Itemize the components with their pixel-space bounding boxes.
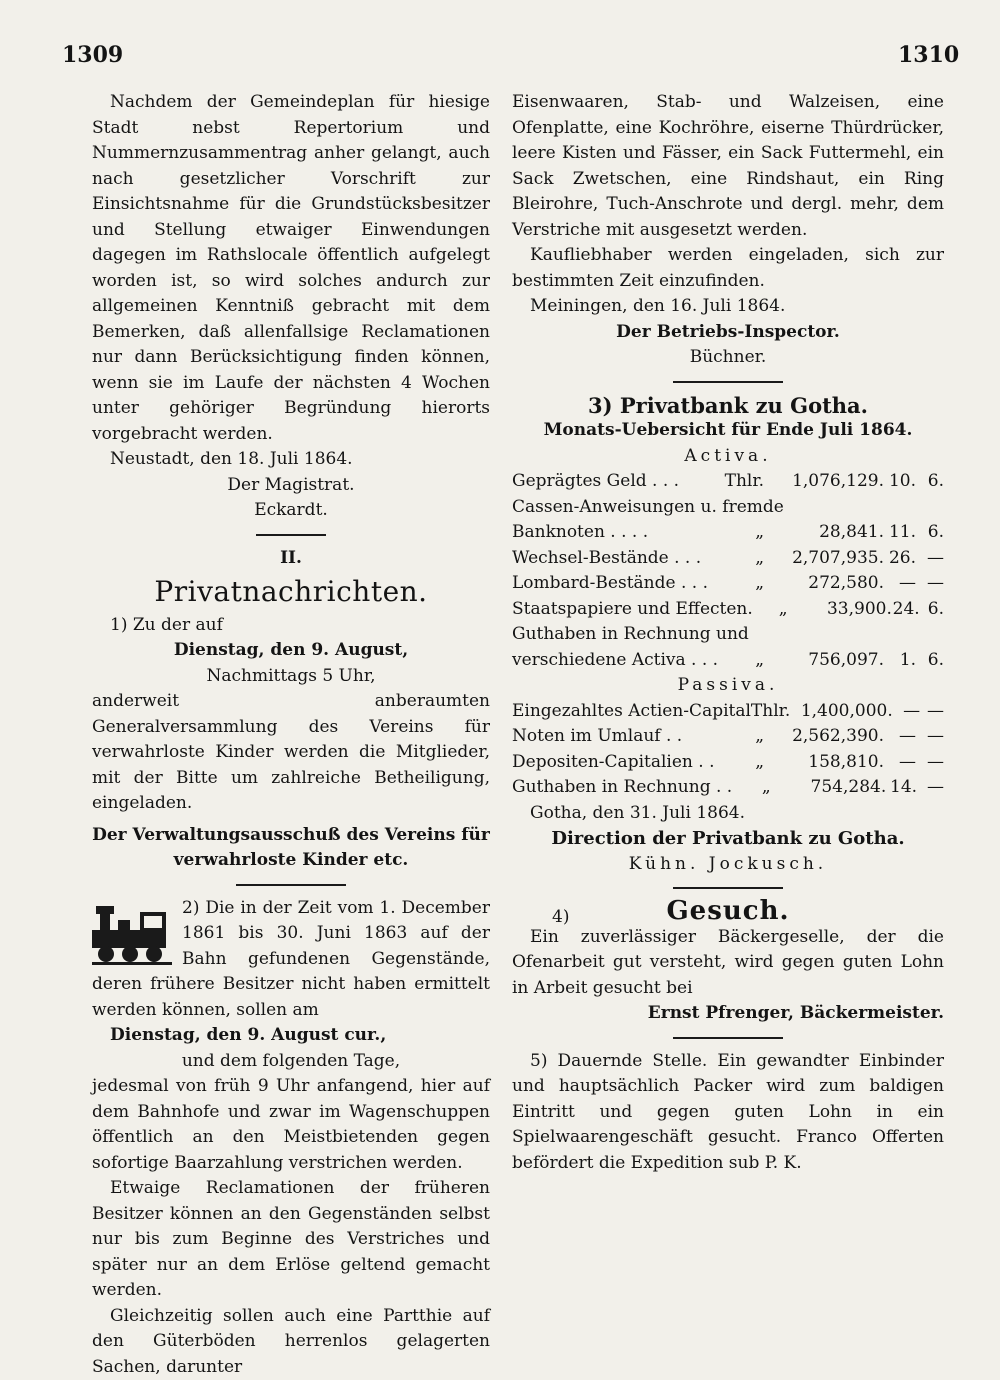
activa-s1	[900, 495, 923, 521]
passiva-s1: —	[884, 724, 916, 750]
activa-s2: —	[916, 546, 944, 572]
activa-cur	[749, 622, 785, 648]
activa-table	[512, 469, 944, 673]
passiva-cur: „	[732, 775, 771, 801]
item2-paragraph3: Gleichzeitig sollen auch eine Partthie auf den Güterböden herrenlos gelagerten Sachen, darunter	[92, 1304, 490, 1380]
activa-amt: 1,076,129.	[764, 469, 884, 495]
activa-s2: —	[916, 571, 944, 597]
item3-signature-names: Kühn. Jockusch.	[512, 852, 944, 878]
cont-signature-office: Der Betriebs-Inspector.	[512, 320, 944, 346]
locomotive-icon	[92, 898, 172, 968]
cont-date: Meiningen, den 16. Juli 1864.	[512, 294, 944, 320]
page-number-right: 1310	[898, 42, 959, 68]
activa-label: Cassen-Anweisungen u. fremde	[512, 495, 784, 521]
separator	[236, 884, 346, 886]
passiva-heading: Passiva.	[512, 673, 944, 699]
activa-cur: „	[753, 597, 788, 623]
activa-s1: 10.	[884, 469, 916, 495]
activa-s1: 24.	[892, 597, 920, 623]
item4-signature: Ernst Pfrenger, Bäckermeister.	[512, 1001, 944, 1027]
activa-amt: 33,900.	[788, 597, 892, 623]
passiva-label: Depositen-Capitalien . .	[512, 750, 724, 776]
activa-s1: 11.	[884, 520, 916, 546]
passiva-s1: —	[893, 699, 920, 725]
section-number: II.	[92, 546, 490, 572]
separator	[673, 381, 783, 383]
passiva-amt: 754,284.	[771, 775, 887, 801]
item5-body: 5) Dauernde Stelle. Ein gewandter Einbinder und hauptsächlich Packer wird zum baldigen Eintritt und gegen guten Lohn in ein Spielwaarengeschäft gesucht. Franco Offerten befördert die Expedition sub P. K.	[512, 1049, 944, 1177]
activa-cur: „	[724, 571, 764, 597]
item3-date: Gotha, den 31. Juli 1864.	[512, 801, 944, 827]
section-title: Privatnachrichten.	[92, 579, 490, 605]
item2-body: 2) Die in der Zeit vom 1. December 1861 bis 30. Juni 1863 auf der Bahn gefundenen Gegenstände, deren frühere Besitzer nicht haben ermittelt werden können, sollen am	[92, 896, 490, 1024]
item2-following: und dem folgenden Tage,	[92, 1049, 490, 1075]
passiva-s2: —	[917, 775, 944, 801]
activa-s2	[919, 622, 944, 648]
activa-amt: 272,580.	[764, 571, 884, 597]
activa-label: verschiedene Activa . . .	[512, 648, 724, 674]
activa-label: Wechsel-Bestände . . .	[512, 546, 724, 572]
passiva-label: Noten im Umlauf . .	[512, 724, 724, 750]
passiva-label: Eingezahltes Actien-Capital	[512, 699, 751, 725]
activa-amt: 28,841.	[764, 520, 884, 546]
notice-date: Neustadt, den 18. Juli 1864.	[92, 447, 490, 473]
passiva-s2: —	[916, 724, 944, 750]
activa-amt	[813, 495, 900, 521]
activa-label: Guthaben in Rechnung und	[512, 622, 749, 648]
passiva-cur: „	[724, 724, 764, 750]
item1-time: Nachmittags 5 Uhr,	[92, 664, 490, 690]
page-number-left: 1309	[62, 42, 123, 68]
cont-paragraph1: Eisenwaaren, Stab- und Walzeisen, eine Ofenplatte, eine Kochröhre, eiserne Thürdrücker, leere Kisten und Fässer, ein Sack Futtermehl, ein Sack Zwetschen, eine Rindshaut, ein Ring Bleirohre, Tuch-Anschrote und dergl. mehr, dem Verstriche mit ausgesetzt werden.	[512, 90, 944, 243]
activa-cur: „	[724, 546, 764, 572]
item4-body: Ein zuverlässiger Bäckergeselle, der die Ofenarbeit gut versteht, wird gegen guten Lohn in Arbeit gesucht bei	[512, 925, 944, 1002]
activa-s2	[924, 495, 944, 521]
passiva-amt: 2,562,390.	[764, 724, 884, 750]
separator	[673, 887, 783, 889]
item4-title: Gesuch.	[512, 899, 944, 925]
item2-body2: jedesmal von früh 9 Uhr anfangend, hier auf dem Bahnhofe und zwar im Wagenschuppen öffentlich an den Meistbietenden gegen sofortige Baarzahlung verstrichen werden.	[92, 1074, 490, 1176]
activa-s1: 1.	[884, 648, 916, 674]
activa-row	[512, 520, 944, 546]
activa-row	[512, 622, 944, 648]
item2-paragraph2: Etwaige Reclamationen der früheren Besitzer können an den Gegenständen selbst nur bis zum Beginne des Verstriches und später nur an dem Erlöse geltend gemacht werden.	[92, 1176, 490, 1304]
activa-s1: 26.	[884, 546, 916, 572]
separator	[673, 1037, 783, 1039]
item3-title: 3) Privatbank zu Gotha.	[512, 393, 944, 419]
activa-row	[512, 571, 944, 597]
item1-signature: Der Verwaltungsausschuß des Vereins für verwahrloste Kinder etc.	[92, 823, 490, 874]
cont-paragraph2: Kaufliebhaber werden eingeladen, sich zur bestimmten Zeit einzufinden.	[512, 243, 944, 294]
activa-amt: 2,707,935.	[764, 546, 884, 572]
passiva-s1: —	[884, 750, 916, 776]
activa-s1	[891, 622, 919, 648]
right-column	[512, 90, 944, 1176]
activa-row	[512, 546, 944, 572]
item4-number: 4)	[552, 905, 569, 931]
activa-amt: 756,097.	[764, 648, 884, 674]
activa-row	[512, 495, 944, 521]
passiva-cur: „	[724, 750, 764, 776]
item4-heading	[512, 899, 944, 925]
notice-paragraph: Nachdem der Gemeindeplan für hiesige Stadt nebst Repertorium und Nummernzusammentrag anher gelangt, auch nach gesetzlicher Vorschrift zur Einsichtsnahme für die Grundstücksbesitzer und Stellung etwaiger Einwendungen dagegen im Rathslocale öffentlich aufgelegt worden ist, so wird solches andurch zur allgemeinen Kenntniß gebracht mit dem Bemerken, daß allenfallsige Reclamationen nur dann Berücksichtigung finden können, wenn sie im Laufe der nächsten 4 Wochen unter gehöriger Begründung hierorts vorgebracht werden.	[92, 90, 490, 447]
notice-signature-name: Eckardt.	[92, 498, 490, 524]
passiva-row	[512, 699, 944, 725]
passiva-amt: 1,400,000.	[790, 699, 892, 725]
passiva-cur: Thlr.	[751, 699, 790, 725]
passiva-amt: 158,810.	[764, 750, 884, 776]
passiva-s2: —	[916, 750, 944, 776]
activa-label: Staatspapiere und Effecten.	[512, 597, 753, 623]
activa-label: Banknoten . . . .	[512, 520, 724, 546]
activa-amt	[784, 622, 890, 648]
passiva-s2: —	[920, 699, 944, 725]
passiva-table	[512, 699, 944, 801]
activa-s2: 6.	[920, 597, 944, 623]
activa-row	[512, 597, 944, 623]
activa-cur: Thlr.	[724, 469, 764, 495]
item1-body: anderweit anberaumten Generalversammlung des Vereins für verwahrloste Kinder werden die Mitglieder, mit der Bitte um zahlreiche Betheiligung, eingeladen.	[92, 689, 490, 817]
activa-heading: Activa.	[512, 444, 944, 470]
item1-date: Dienstag, den 9. August,	[92, 638, 490, 664]
activa-cur	[784, 495, 813, 521]
passiva-row	[512, 724, 944, 750]
activa-s2: 6.	[916, 469, 944, 495]
passiva-s1: 14.	[886, 775, 917, 801]
cont-signature-name: Büchner.	[512, 345, 944, 371]
activa-cur: „	[724, 648, 764, 674]
activa-s2: 6.	[916, 648, 944, 674]
item2-date: Dienstag, den 9. August cur.,	[92, 1023, 490, 1049]
passiva-row	[512, 775, 944, 801]
activa-row	[512, 469, 944, 495]
passiva-label: Guthaben in Rechnung . .	[512, 775, 732, 801]
item3-signature-office: Direction der Privatbank zu Gotha.	[512, 826, 944, 852]
separator	[256, 534, 326, 536]
activa-cur: „	[724, 520, 764, 546]
activa-s1: —	[884, 571, 916, 597]
activa-s2: 6.	[916, 520, 944, 546]
notice-signature-office: Der Magistrat.	[92, 473, 490, 499]
activa-label: Geprägtes Geld . . .	[512, 469, 724, 495]
activa-row	[512, 648, 944, 674]
activa-label: Lombard-Bestände . . .	[512, 571, 724, 597]
passiva-row	[512, 750, 944, 776]
item3-subtitle: Monats-Uebersicht für Ende Juli 1864.	[512, 418, 944, 444]
item1-intro: 1) Zu der auf	[92, 613, 490, 639]
left-column	[92, 90, 490, 1380]
